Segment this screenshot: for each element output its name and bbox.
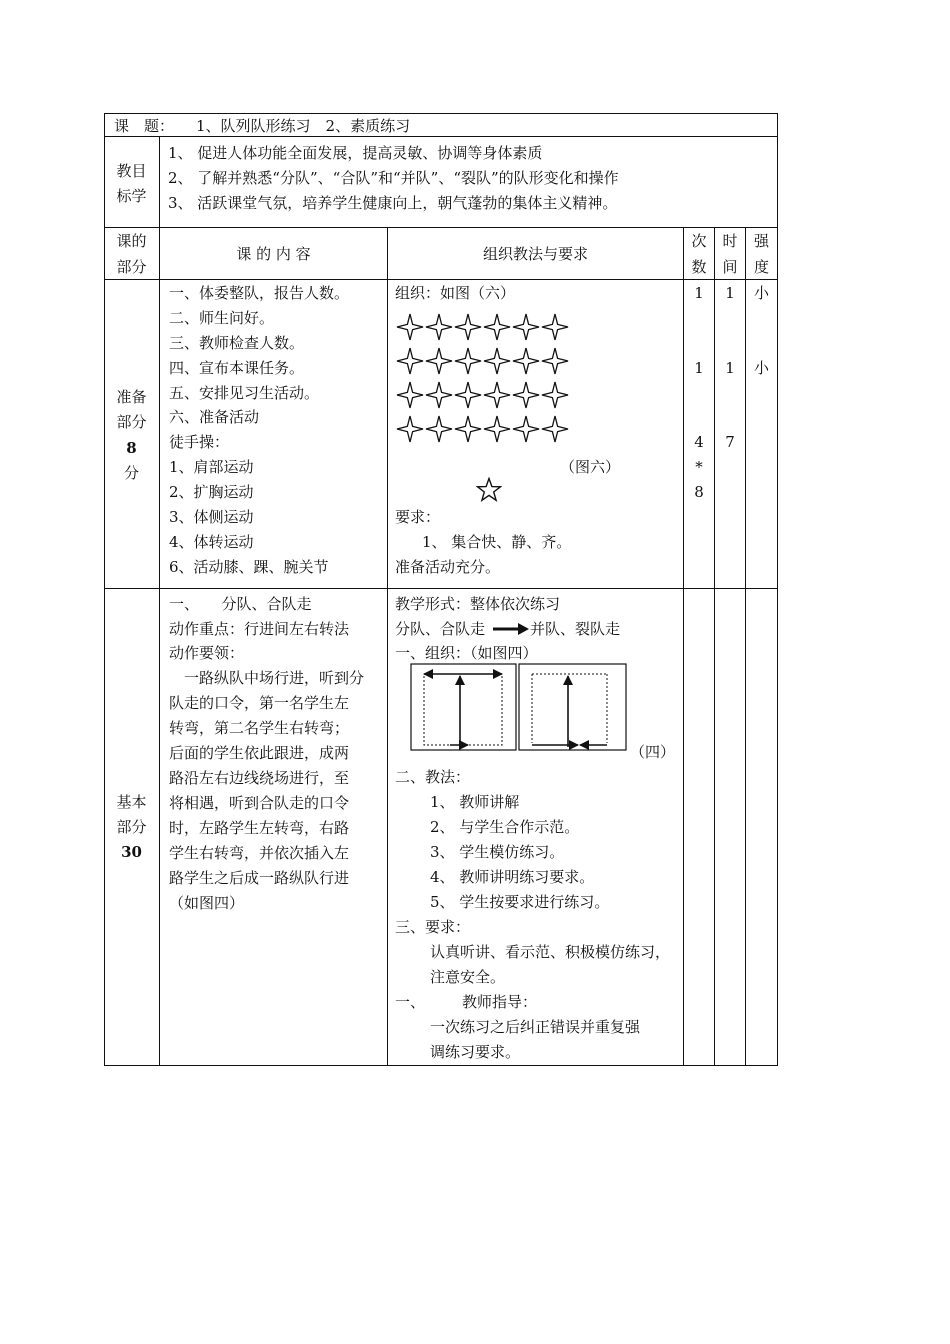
topic-label: 课 题：	[114, 117, 175, 135]
lesson-plan-table	[104, 113, 778, 1066]
basic-form-label: 教学形式：整体依次练习	[395, 595, 561, 613]
basic-minutes: 30	[121, 843, 142, 861]
teacher-star-icon	[476, 477, 502, 503]
student-star-icon	[513, 416, 539, 442]
basic-req-line: 认真听讲、看示范、积极模仿练习，	[430, 943, 671, 961]
student-star-icon	[397, 314, 423, 340]
student-star-icon	[397, 416, 423, 442]
student-star-icon	[484, 382, 510, 408]
formation-row	[397, 416, 568, 442]
basic-content-line: 队走的口令，第一名学生左	[169, 694, 350, 712]
student-star-icon	[455, 416, 481, 442]
prep-content-line: 徒手操：	[169, 433, 230, 451]
prep-time: 1	[725, 284, 735, 302]
basic-content-line: 路学生之后成一路纵队行进	[169, 869, 350, 887]
student-star-icon	[513, 382, 539, 408]
student-star-icon	[455, 348, 481, 374]
col-count-heading: 次	[691, 232, 707, 250]
prep-time: 1	[725, 359, 735, 377]
student-star-icon	[542, 416, 568, 442]
column-divider	[745, 227, 746, 1066]
prep-content-line: 二、师生问好。	[169, 309, 275, 327]
basic-content-line: 时，左路学生左转弯，右路	[169, 819, 350, 837]
student-star-icon	[542, 348, 568, 374]
student-star-icon	[484, 416, 510, 442]
student-star-icon	[455, 382, 481, 408]
col-count-heading: 数	[691, 258, 707, 276]
basic-content-line: 一、 分队、合队走	[169, 595, 312, 613]
basic-content-line: 将相遇，听到合队走的口令	[169, 794, 350, 812]
prep-part-label: 准备	[116, 388, 147, 406]
basic-guide-line: 一次练习之后纠正错误并重复强	[430, 1018, 641, 1036]
basic-content-line: 动作要领：	[169, 644, 245, 662]
col-time-heading: 间	[722, 258, 738, 276]
basic-guide-number: 一、	[395, 993, 426, 1011]
student-star-icon	[484, 314, 510, 340]
basic-flow-from: 分队、合队走	[395, 620, 486, 638]
basic-org-label: 一、组织：（如图四）	[395, 644, 538, 662]
table-border-top	[104, 113, 778, 114]
basic-content-line: （如图四）	[169, 894, 245, 912]
prep-content-line: 2、扩胸运动	[169, 483, 254, 501]
student-star-icon	[426, 348, 452, 374]
prep-minutes: 8	[126, 439, 137, 457]
formation-row	[397, 382, 568, 408]
goal-item: 1、 促进人体功能全面发展，提高灵敏、协调等身体素质	[168, 144, 543, 162]
basic-content-line: 转弯，第二名学生右转弯；	[169, 719, 350, 737]
student-star-icon	[397, 348, 423, 374]
prep-content-line: 五、安排见习生活动。	[169, 384, 320, 402]
basic-method-item: 3、 学生模仿练习。	[430, 843, 565, 861]
flow-arrow-icon	[492, 622, 530, 636]
prep-req-label: 要求：	[395, 508, 441, 526]
basic-content-line: 学生右转弯，并依次插入左	[169, 844, 350, 862]
formation-row	[397, 348, 568, 374]
route-panel-merge	[519, 664, 626, 750]
row-divider	[104, 279, 778, 280]
student-star-icon	[426, 416, 452, 442]
prep-count: 1	[694, 284, 704, 302]
prep-content-line: 六、准备活动	[169, 408, 260, 426]
student-star-icon	[484, 348, 510, 374]
basic-method-item: 4、 教师讲明练习要求。	[430, 868, 595, 886]
basic-method-title: 二、教法：	[395, 768, 471, 786]
prep-req-note: 准备活动充分。	[395, 558, 501, 576]
column-divider	[159, 136, 160, 1066]
col-part-heading: 部分	[116, 258, 147, 276]
table-border-right	[777, 113, 778, 1066]
prep-content-line: 一、体委整队，报告人数。	[169, 284, 350, 302]
student-star-icon	[397, 382, 423, 408]
basic-method-item: 5、 学生按要求进行练习。	[430, 893, 610, 911]
basic-figure-caption: （四）	[630, 743, 676, 761]
prep-count: *	[695, 458, 703, 476]
route-panel-split	[411, 664, 516, 750]
goals-label-line: 标学	[116, 187, 147, 205]
row-divider	[104, 136, 778, 137]
goal-item: 2、 了解并熟悉“分队”、“合队”和“并队”、“裂队”的队形变化和操作	[168, 169, 619, 187]
formation-diagram	[394, 311, 574, 451]
basic-req-title: 三、要求：	[395, 918, 471, 936]
prep-content-line: 4、体转运动	[169, 533, 254, 551]
student-star-icon	[513, 348, 539, 374]
prep-intensity: 小	[753, 284, 769, 302]
basic-content-line: 后面的学生依此跟进，成两	[169, 744, 350, 762]
basic-flow-to: 并队、裂队走	[530, 620, 621, 638]
table-border-bottom	[104, 1065, 778, 1066]
student-star-icon	[542, 314, 568, 340]
col-intensity-heading: 强	[753, 232, 769, 250]
column-divider	[387, 227, 388, 1066]
prep-org-label: 组织：如图（六）	[395, 284, 516, 302]
basic-method-item: 2、 与学生合作示范。	[430, 818, 580, 836]
row-divider	[104, 227, 778, 228]
basic-guide-title: 教师指导：	[462, 993, 538, 1011]
col-part-heading: 课的	[116, 232, 147, 250]
prep-content-line: 1、肩部运动	[169, 458, 254, 476]
prep-time: 7	[725, 433, 735, 451]
basic-part-label: 部分	[116, 818, 147, 836]
basic-guide-line: 调练习要求。	[430, 1043, 521, 1061]
prep-req-item: 1、 集合快、静、齐。	[422, 533, 572, 551]
basic-content-line: 路沿左右边线绕场进行，至	[169, 769, 350, 787]
basic-content-line: 动作重点：行进间左右转法	[169, 620, 350, 638]
prep-count: 4	[694, 433, 704, 451]
column-divider	[683, 227, 684, 1066]
col-method-heading: 组织教法与要求	[482, 245, 588, 263]
col-intensity-heading: 度	[753, 258, 769, 276]
prep-content-line: 三、教师检查人数。	[169, 334, 305, 352]
goal-item: 3、 活跃课堂气氛，培养学生健康向上，朝气蓬勃的集体主义精神。	[168, 194, 618, 212]
student-star-icon	[513, 314, 539, 340]
basic-part-label: 基本	[116, 793, 147, 811]
formation-row	[397, 314, 568, 340]
march-route-diagram	[410, 663, 630, 753]
col-time-heading: 时	[722, 232, 738, 250]
column-divider	[714, 227, 715, 1066]
prep-content-line: 四、宣布本课任务。	[169, 359, 305, 377]
prep-intensity: 小	[753, 359, 769, 377]
student-star-icon	[455, 314, 481, 340]
prep-content-line: 3、体侧运动	[169, 508, 254, 526]
table-border-left	[104, 113, 105, 1066]
prep-part-label: 部分	[116, 413, 147, 431]
student-star-icon	[542, 382, 568, 408]
row-divider	[104, 588, 778, 589]
prep-minutes-unit: 分	[123, 464, 139, 482]
prep-count: 8	[694, 483, 704, 501]
col-content-heading: 课 的 内 容	[236, 245, 311, 263]
student-star-icon	[426, 382, 452, 408]
basic-req-line: 注意安全。	[430, 968, 506, 986]
goals-label-line: 教目	[116, 162, 147, 180]
basic-method-item: 1、 教师讲解	[430, 793, 520, 811]
topic-value: 1、队列队形练习 2、素质练习	[196, 117, 411, 135]
basic-content-line: 一路纵队中场行进，听到分	[169, 669, 365, 687]
prep-figure-caption: （图六）	[560, 458, 621, 476]
student-star-icon	[426, 314, 452, 340]
prep-count: 1	[694, 359, 704, 377]
prep-content-line: 6、活动膝、踝、腕关节	[169, 558, 329, 576]
